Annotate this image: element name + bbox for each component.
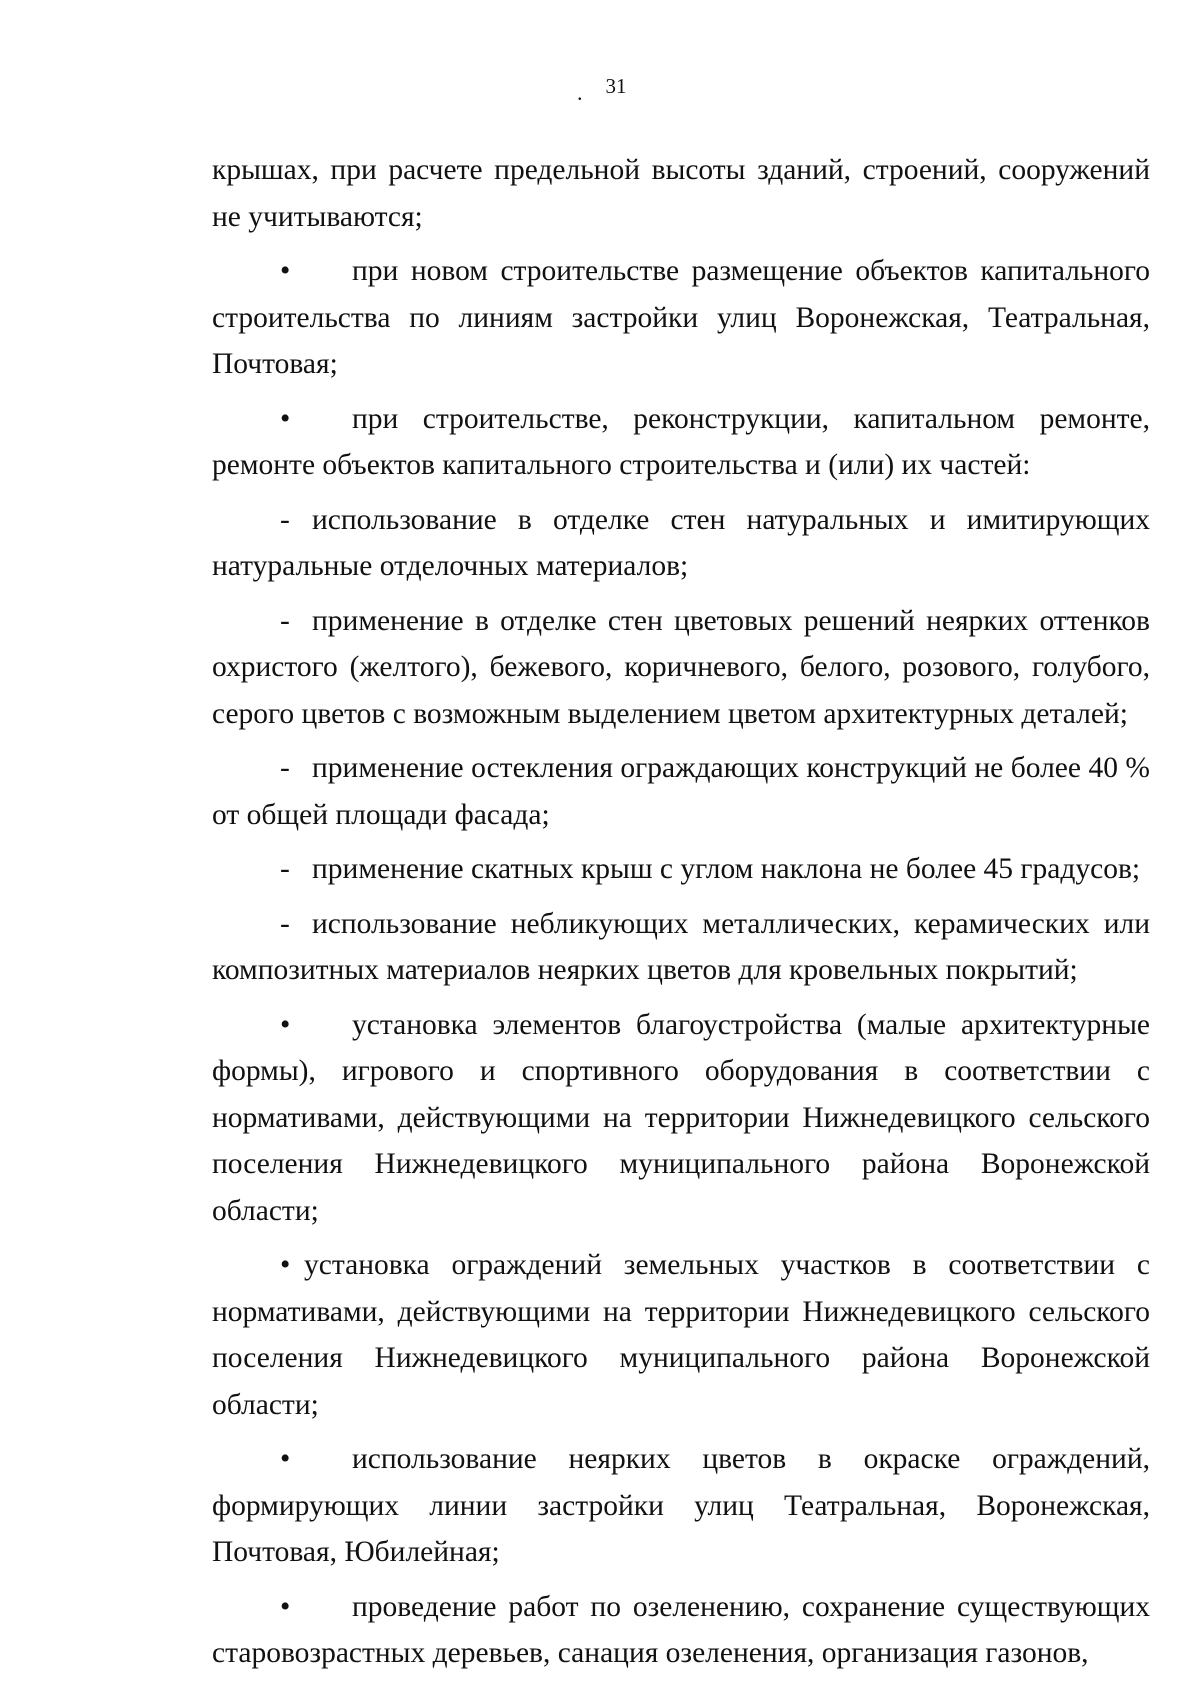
bullet-marker: • [280,255,291,287]
paragraph-text: крышах, при расчете предельной высоты зданий, строений, сооружений не учитываются; [212,154,1150,233]
bullet-marker: • [280,1008,291,1041]
paragraph-text: при строительстве, реконструкции, капитальном ремонте, ремонте объектов капитального строительства и (или) их частей: [212,402,1150,481]
dash-item-glazing [212,745,1150,838]
paragraph-text: использование в отделке стен натуральных и имитирующих натуральные отделочных материалов; [212,503,1150,582]
bullet-item-fence-colors [212,1436,1150,1576]
dash-item-natural-materials [212,497,1150,590]
dash-marker: - [280,907,290,940]
bullet-item-new-construction [212,248,1150,388]
bullet-marker: • [280,1443,291,1475]
dash-marker: - [280,853,290,885]
paragraph-text: при новом строительстве размещение объектов капитального строительства по линиям застройки улиц Воронежская, Театральная, Почтовая; [212,255,1150,380]
dash-marker: - [280,604,290,637]
dash-item-roofing-materials [212,901,1150,994]
dash-marker: - [280,503,290,536]
page-number: 31 [605,74,627,98]
bullet-marker: • [280,1590,291,1623]
bullet-item-landscaping-elements [212,1002,1150,1235]
paragraph-text: установка элементов благоустройства (малые архитектурные формы), игрового и спортивного оборудования в соответствии с нормативами, действующими на территории Нижнедевицкого сельского поселения Нижнедевицкого муниципального района Воронежской области; [212,1008,1150,1227]
dash-marker: - [280,752,290,784]
bullet-marker: • [280,1249,291,1281]
paragraph-text: применение скатных крыш с углом наклона не более 45 градусов; [312,853,1141,885]
bullet-item-greening [212,1584,1150,1677]
paragraph-text: применение остекления ограждающих конструкций не более 40 % от общей площади фасада; [212,752,1150,831]
paragraph-text: установка ограждений земельных участков в соответствии с нормативами, действующими на территории Нижнедевицкого сельского поселения Нижнедевицкого муниципального района Воронежской области; [212,1249,1150,1421]
bullet-item-fences [212,1242,1150,1428]
paragraph-text: применение в отделке стен цветовых решений неярких оттенков охристого (желтого), бежевого, коричневого, белого, розового, голубого, серого цветов с возможным выделением цветом архитектурных деталей; [212,604,1150,730]
dash-item-pitched-roofs [212,846,1150,893]
scan-dot: . [577,80,583,105]
bullet-item-reconstruction [212,396,1150,489]
body-text [212,147,1150,1677]
paragraph-text: проведение работ по озеленению, сохранение существующих старовозрастных деревьев, санация озеленения, организация газонов, [212,1590,1150,1669]
bullet-marker: • [280,402,291,435]
paragraph-text: использование неярких цветов в окраске ограждений, формирующих линии застройки улиц Театральная, Воронежская, Почтовая, Юбилейная; [212,1443,1150,1568]
dash-item-color-solutions [212,598,1150,738]
paragraph-text: использование небликующих металлических, керамических или композитных материалов неярких цветов для кровельных покрытий; [212,907,1150,986]
paragraph-continuation [212,147,1150,240]
